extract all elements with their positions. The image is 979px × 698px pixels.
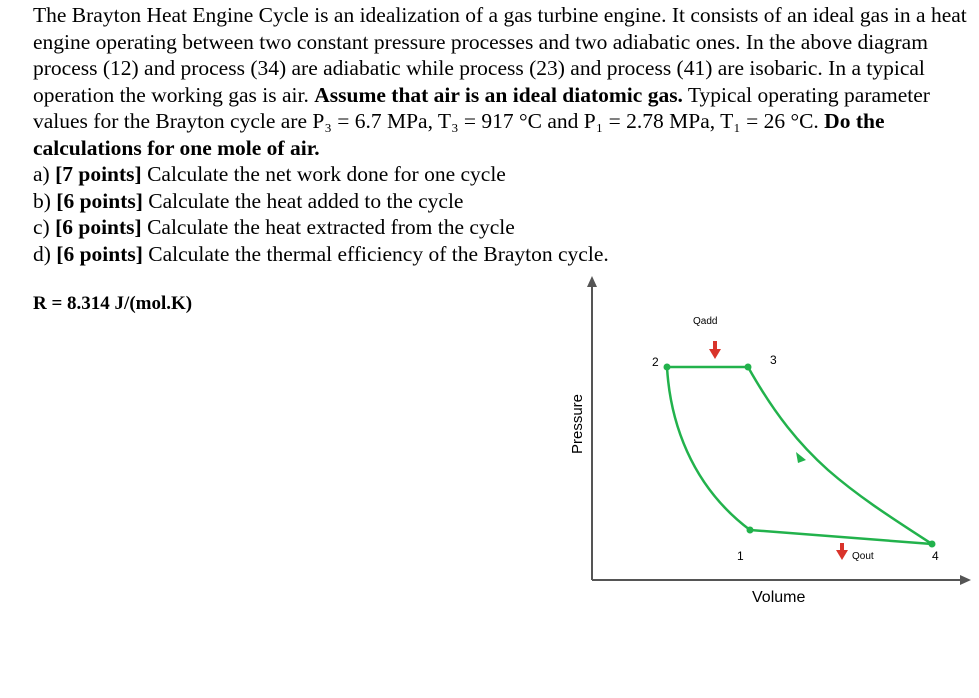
part-text: Calculate the heat added to the cycle (142, 188, 464, 213)
point-label-2: 2 (652, 355, 659, 369)
process-1-2-adiabatic (667, 367, 750, 530)
y-axis-label: Pressure (569, 393, 586, 454)
part-label: a) (33, 162, 56, 186)
point-label-4: 4 (932, 549, 939, 563)
flow-direction-arrow (796, 452, 806, 463)
q-add-arrow-shaft (713, 341, 717, 350)
q-add-label: Qadd (693, 316, 718, 327)
part-points: [6 points] (55, 215, 142, 239)
part-label: c) (33, 215, 56, 239)
diatomic-assumption: Assume that air is an ideal diatomic gas. (314, 82, 683, 107)
part-points: [6 points] (56, 188, 143, 213)
q-add-arrow-icon (709, 349, 721, 359)
part-label: d) (33, 241, 57, 266)
part-label: b) (33, 188, 57, 213)
point-label-3: 3 (770, 353, 777, 367)
q-out-arrow-shaft (840, 543, 844, 551)
one-mole-instruction: Do the calculations for one mole of air. (33, 109, 885, 160)
state-point-3 (745, 364, 752, 371)
q-out-arrow-icon (836, 550, 848, 560)
operating-parameters: P₃ = 6.7 MPa, T₃ = 917 °C and P₁ = 2.78 MPa, T₁ = 26 °C. (312, 109, 819, 133)
intro-text-1: The Brayton Heat Engine Cycle is an idealization of a gas turbine engine. It consists of an ideal gas in a heat engine operating between two constant pressure processes and two adiabatic ones. In the above diagram process (12) and process (34) are adiabatic while process (23) and process (41) are isobaric. In a typical operation the working gas is air. (33, 3, 967, 107)
intro-text-2: Typical operating parameter values for the Brayton cycle are (33, 82, 930, 133)
part-text: Calculate the thermal efficiency of the Brayton cycle. (142, 241, 609, 266)
part-text: Calculate the heat extracted from the cycle (141, 215, 515, 239)
part-text: Calculate the net work done for one cycle (141, 162, 506, 186)
point-label-1: 1 (737, 549, 744, 563)
x-axis-label: Volume (752, 589, 806, 606)
process-3-4-adiabatic (748, 367, 932, 544)
part-points: [7 points] (55, 162, 142, 186)
process-4-1-isobaric (750, 530, 932, 544)
x-axis-arrowhead (960, 575, 971, 585)
q-out-label: Qout (852, 551, 874, 562)
state-point-1 (747, 527, 754, 534)
y-axis-arrowhead (587, 276, 597, 287)
state-point-4 (929, 541, 936, 548)
part-points: [6 points] (56, 241, 143, 266)
state-point-2 (664, 364, 671, 371)
gas-constant: R = 8.314 J/(mol.K) (33, 293, 193, 314)
